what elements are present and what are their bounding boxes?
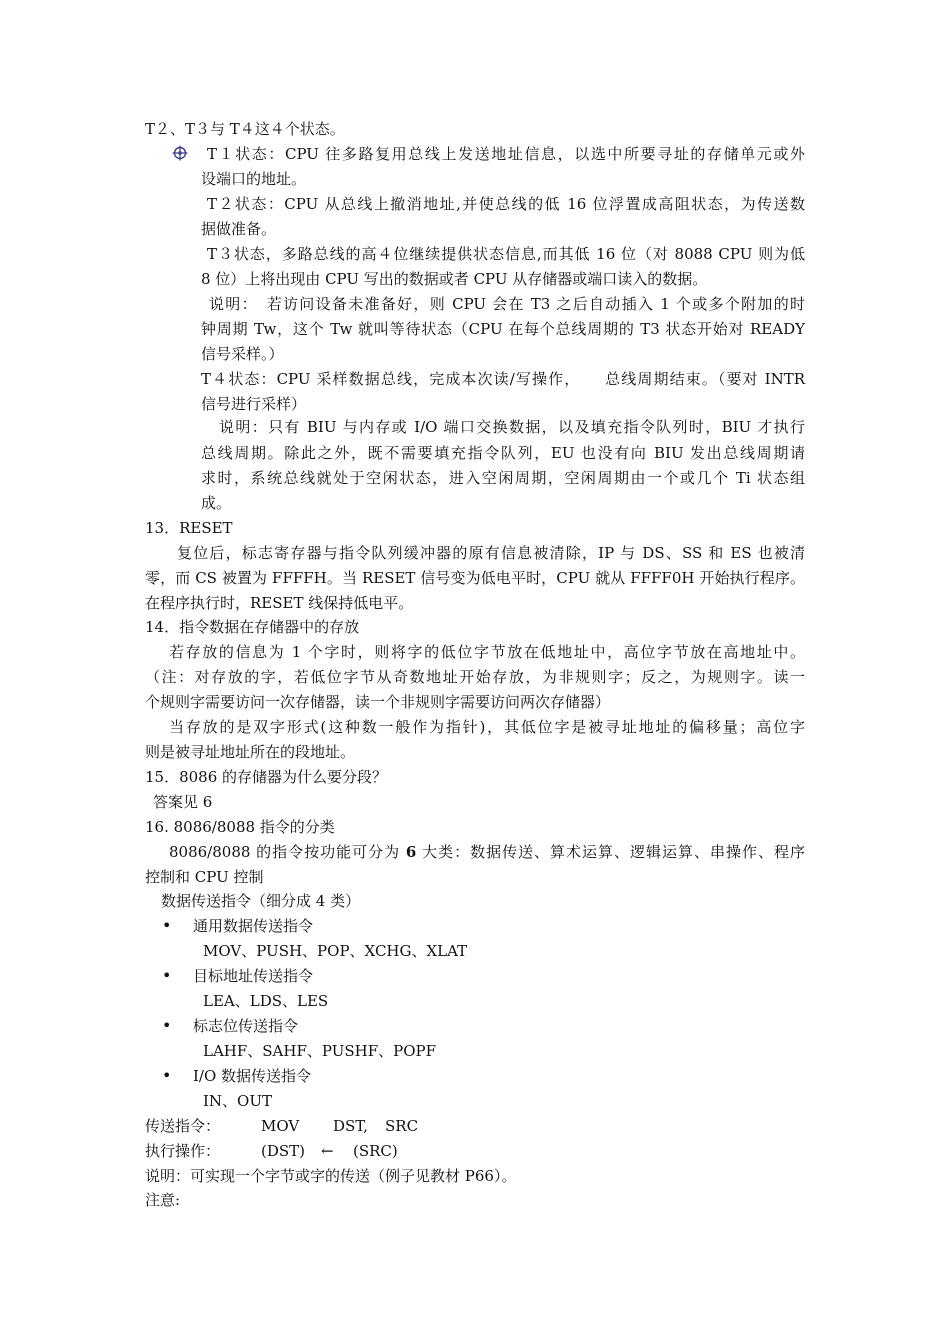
- text-line: [169, 842, 805, 862]
- text-line: 控制和 CPU 控制: [145, 868, 264, 886]
- text-line: 总线周期。除此之外，既不需要填充指令队列，EU 也没有向 BIU 发出总线周期请: [201, 444, 805, 462]
- instruction-label: 传送指令：: [145, 1117, 221, 1135]
- text-line: T３状态，多路总线的高４位继续提供状态信息,而其低 16 位（对 8088 CPU 则为低: [207, 245, 805, 263]
- left-arrow-icon: ←: [321, 1142, 334, 1160]
- text-line: 成。: [201, 494, 232, 512]
- text-line: 求时，系统总线就处于空闲状态，进入空闲周期，空闲周期由一个或几个 Ti 状态组: [201, 469, 805, 487]
- text-line: 设端口的地址。: [201, 170, 307, 188]
- list-item-detail: MOV、PUSH、POP、XCHG、XLAT: [203, 942, 468, 960]
- instruction-operand: DST,: [333, 1117, 368, 1135]
- operation-src: (SRC): [353, 1142, 398, 1160]
- text-line: 在程序执行时，RESET 线保持低电平。: [145, 594, 414, 612]
- section-heading: 14．指令数据在存储器中的存放: [145, 618, 360, 636]
- text-line: T２、T３与 T４这４个状态。: [145, 120, 345, 138]
- text-line: T４状态：CPU 采样数据总线，完成本次读/写操作， 总线周期结束。（要对 INTR: [201, 370, 805, 388]
- list-bullet-icon: •: [162, 966, 172, 985]
- text-line: T２状态：CPU 从总线上撤消地址,并使总线的低 16 位浮置成高阻状态，为传送数: [207, 195, 805, 213]
- text-span: 8086/8088 的指令按功能可分为: [169, 843, 401, 861]
- text-line: 个规则字需要访问一次存储器，读一个非规则字需要访问两次存储器）: [145, 693, 611, 711]
- text-line: 若存放的信息为 1 个字时，则将字的低位字节放在低地址中，高位字节放在高地址中。: [169, 643, 805, 661]
- instruction-operand: SRC: [385, 1117, 419, 1135]
- text-line: 则是被寻址地址所在的段地址。: [145, 743, 356, 761]
- list-bullet-icon: •: [162, 916, 172, 935]
- list-item: 目标地址传送指令: [193, 967, 314, 985]
- section-heading: 13．RESET: [145, 519, 233, 537]
- text-line: 据做准备。: [201, 220, 277, 238]
- instruction-mnemonic: MOV: [261, 1117, 300, 1135]
- bold-number: 6: [405, 843, 417, 861]
- list-item: 通用数据传送指令: [193, 917, 314, 935]
- text-line: 当存放的是双字形式(这种数一般作为指针)，其低位字是被寻址地址的偏移量；高位字: [169, 718, 805, 736]
- text-line: 说明：可实现一个字节或字的传送（例子见教材 P66）。: [145, 1167, 517, 1185]
- text-line: 注意:: [145, 1191, 181, 1209]
- text-line: 钟周期 Tw，这个 Tw 就叫等待状态（CPU 在每个总线周期的 T3 状态开始对 READY: [201, 320, 805, 338]
- text-span: 大类：数据传送、算术运算、逻辑运算、串操作、程序: [422, 843, 805, 861]
- text-line: 复位后，标志寄存器与指令队列缓冲器的原有信息被清除，IP 与 DS、SS 和 ES 也被清: [177, 544, 805, 562]
- text-line: 信号进行采样）: [201, 395, 307, 413]
- list-bullet-icon: •: [162, 1016, 172, 1035]
- operation-label: 执行操作：: [145, 1142, 221, 1160]
- text-line: T１状态：CPU 往多路复用总线上发送地址信息，以选中所要寻址的存储单元或外: [207, 145, 805, 163]
- text-line: 说明：只有 BIU 与内存或 I/O 端口交换数据，以及填充指令队列时，BIU 才执行: [219, 418, 805, 436]
- text-line: 信号采样。）: [201, 345, 284, 363]
- list-item-detail: IN、OUT: [203, 1092, 272, 1110]
- text-line: 说明： 若访问设备未准备好，则 CPU 会在 T3 之后自动插入 1 个或多个附加的时: [209, 295, 805, 313]
- list-bullet-icon: •: [162, 1066, 172, 1085]
- text-line: 8 位）上将出现由 CPU 写出的数据或者 CPU 从存储器或端口读入的数据。: [201, 270, 708, 288]
- text-line: 数据传送指令（细分成 4 类）: [161, 892, 361, 910]
- text-line: （注：对存放的字，若低位字节从奇数地址开始存放，为非规则字；反之，为规则字。读一: [145, 668, 805, 686]
- list-item-detail: LEA、LDS、LES: [203, 992, 329, 1010]
- list-item: I/O 数据传送指令: [193, 1067, 312, 1085]
- list-item-detail: LAHF、SAHF、PUSHF、POPF: [203, 1042, 437, 1060]
- text-line: 零，而 CS 被置为 FFFFH。当 RESET 信号变为低电平时，CPU 就从 FFFF0H 开始执行程序。: [145, 569, 805, 587]
- section-heading: 15．8086 的存储器为什么要分段？: [145, 768, 388, 786]
- list-item: 标志位传送指令: [193, 1017, 299, 1035]
- section-heading: 16. 8086/8088 指令的分类: [145, 818, 335, 836]
- crosshair-bullet-icon: [172, 145, 188, 161]
- operation-dest: (DST): [261, 1142, 306, 1160]
- text-line: 答案见 6: [153, 793, 213, 811]
